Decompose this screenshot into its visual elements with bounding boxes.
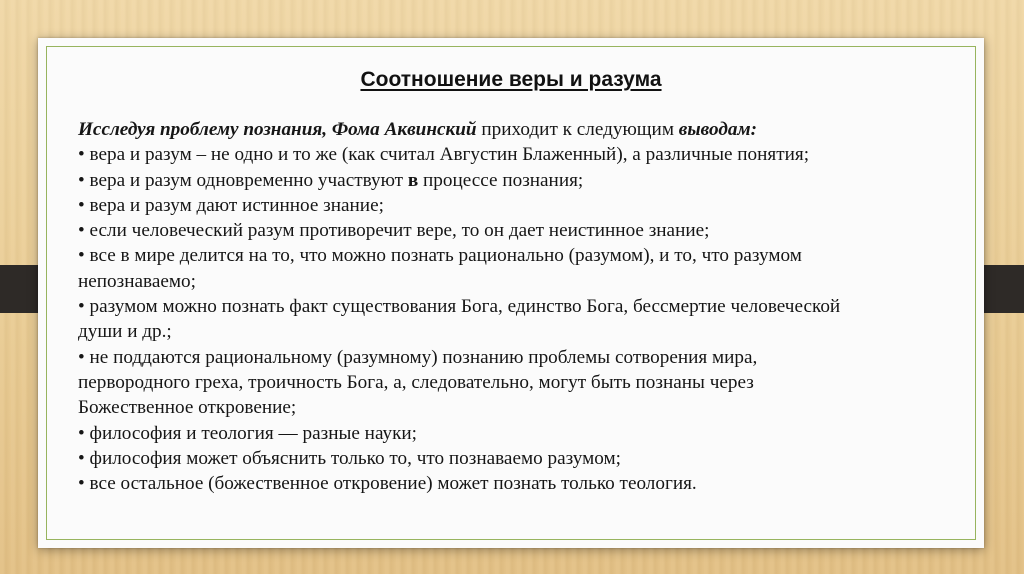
bullet-line: • не поддаются рациональному (разумному) познанию проблемы сотворения мира, bbox=[78, 346, 758, 368]
intro-text: приходит к следующим bbox=[476, 119, 679, 140]
bullet-segment: процессе познания; bbox=[418, 169, 584, 191]
bullet-item bbox=[78, 218, 948, 243]
bullet-item bbox=[78, 421, 948, 446]
bullet-line: души и др.; bbox=[78, 321, 172, 343]
bullet-line: • разумом можно познать факт существования Бога, единство Бога, бессмертие человеческой bbox=[78, 296, 841, 318]
bullet-line: • если человеческий разум противоречит вере, то он дает неистинное знание; bbox=[78, 220, 710, 242]
bullet-item bbox=[78, 193, 948, 218]
bullet-line bbox=[78, 168, 948, 193]
bullet-item bbox=[78, 294, 948, 345]
bullet-item bbox=[78, 168, 948, 193]
bullet-line: Божественное откровение; bbox=[78, 397, 297, 419]
bullet-item bbox=[78, 471, 948, 496]
bullet-line: • философия и теология — разные науки; bbox=[78, 422, 418, 444]
bullet-line: • вера и разум – не одно и то же (как считал Августин Блаженный), а различные понятия; bbox=[78, 144, 810, 166]
bullet-line: • все остальное (божественное откровение) может познать только теология. bbox=[78, 473, 697, 495]
bullet-line: • философия может объяснить только то, что познаваемо разумом; bbox=[78, 447, 621, 469]
bullet-item bbox=[78, 243, 948, 294]
bullet-item bbox=[78, 142, 948, 167]
bullet-segment: в bbox=[407, 169, 419, 191]
intro-line bbox=[78, 117, 948, 142]
intro-emphasis: Исследуя проблему познания, Фома Аквинский bbox=[78, 119, 477, 140]
bullet-list bbox=[78, 142, 948, 496]
bullet-line: • все в мире делится на то, что можно познать рационально (разумом), и то, что разумом bbox=[78, 245, 802, 267]
slide-title-text: Соотношение веры и разума bbox=[360, 68, 662, 91]
bullet-item bbox=[78, 446, 948, 471]
bullet-item bbox=[78, 345, 948, 421]
slide-card bbox=[38, 38, 984, 548]
bullet-line: непознаваемо; bbox=[78, 270, 196, 292]
intro-conclusions: выводам: bbox=[678, 119, 757, 140]
bullet-segment: • вера и разум одновременно участвуют bbox=[78, 169, 408, 191]
slide-title bbox=[38, 68, 984, 92]
bullet-line: • вера и разум дают истинное знание; bbox=[78, 194, 384, 216]
slide-body bbox=[78, 117, 948, 496]
bullet-line: первородного греха, троичность Бога, а, следовательно, могут быть познаны через bbox=[78, 371, 754, 393]
